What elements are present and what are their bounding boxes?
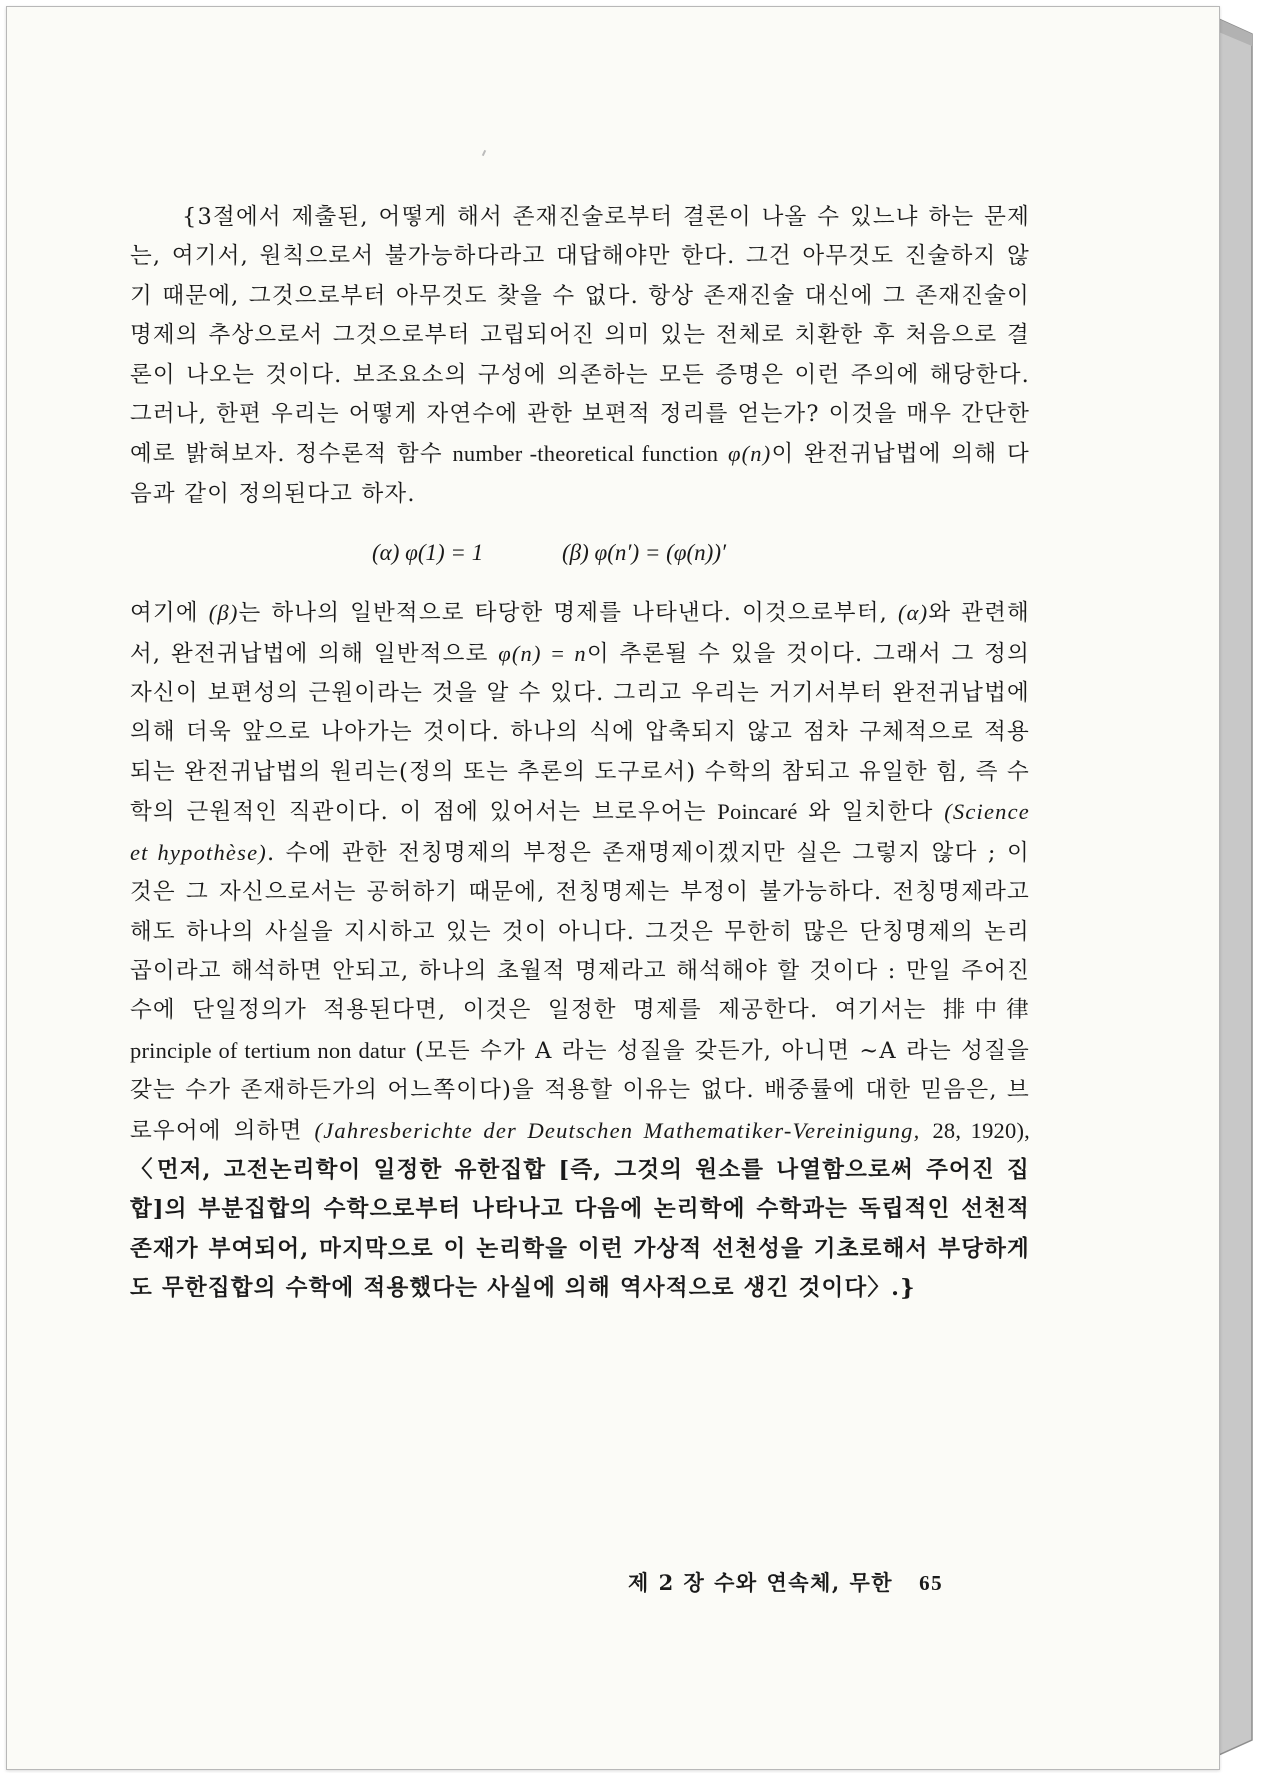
p2-e: 와 일치한다 bbox=[808, 799, 934, 826]
term-number-theoretical: number -theoretical function bbox=[452, 441, 719, 467]
running-footer bbox=[628, 1567, 943, 1597]
p2-reference: (Jahresberichte der Deutschen Mathematiker-Vereinigung, bbox=[314, 1117, 921, 1143]
p2-beta: (β) bbox=[208, 600, 239, 626]
p2-poincare: Poincaré bbox=[717, 799, 798, 825]
p2-d: 이 추론될 수 있을 것이다. 그래서 그 정의 자신이 보편성의 근원이라는 것을 알 수 있다. 그리고 우리는 거기서부터 완전귀납법에 의해 더욱 앞으로 나아가는 것이다. 하나의 식에 압축되지 않고 점차 구체적으로 적용되는 완전귀납법의 원리는(정의 또는 추론의 도구로서) 수학의 참되고 유일한 힘, 즉 수학의 근원적인 직관이다. 이 점에 있어서는 브로우어는 bbox=[130, 640, 1031, 826]
paragraph-1-text: {3절에서 제출된, 어떻게 해서 존재진술로부터 결론이 나올 수 있느냐 하는 문제는, 여기서, 원칙으로서 불가능하다라고 대답해야만 한다. 그건 아무것도 진술하지 않기 때문에, 그것으로부터 아무것도 찾을 수 없다. 항상 존재진술 대신에 그 존재진술이 명제의 추상으로서 그것으로부터 고립되어진 의미 있는 전체로 치환한 후 처음으로 결론이 나오는 것이다. 보조요소의 구성에 의존하는 모든 증명은 이런 주의에 해당한다. 그러나, 한편 우리는 어떻게 자연수에 관한 보편적 정리를 얻는가? 이것을 매우 간단한 예로 밝혀보자. 정수론적 함수 bbox=[130, 204, 1030, 468]
formula-beta: (β) φ(n′) = (φ(n))′ bbox=[562, 540, 727, 566]
p2-science-title: (Science et hypothèse) bbox=[130, 799, 1030, 865]
p2-f: . 수에 관한 전칭명제의 부정은 존재명제이겠지만 실은 그렇지 않다 ; 이것은 그 자신으로서는 공허하기 때문에, 전칭명제는 부정이 불가능하다. 전칭명제라고 해도 하나의 사실을 지시하고 있는 것이 아니다. 그것은 무한히 많은 단칭명제의 논리곱이라고 해석하면 안되고, 하나의 초월적 명제라고 해석해야 할 것이다 : 만일 주어진 수에 단일정의가 적용된다면, 이것은 일정한 명제를 제공한다. 여기서는 bbox=[130, 839, 1030, 1024]
p2-g: (모든 수가 A 라는 성질을 갖든가, 아니면 ~A 라는 성질을 갖는 수가 존재하든가의 어느쪽이다)을 적용할 이유는 없다. 배중률에 대한 믿음은, 브로우어에 의하면 bbox=[130, 1037, 1030, 1144]
p2-h: 〈먼저, 고전논리학이 일정한 유한집합 [즉, 그것의 원소를 나열함으로써 주어진 집합]의 부분집합의 수학으로부터 나타나고 다음에 논리학에 수학과는 독립적인 선천적 존재가 부여되어, 마지막으로 이 논리학을 이런 가상적 선천성을 기초로해서 부당하게도 무한집합의 수학에 적용했다는 사실에 의해 역사적으로 생긴 것이다〉.} bbox=[130, 1156, 1030, 1302]
p2-a: 여기에 bbox=[130, 600, 199, 627]
definition-formula bbox=[130, 533, 1030, 572]
p2-c: 와 관련해서, 완전귀납법에 의해 일반적으로 bbox=[130, 600, 1030, 667]
paragraph-1 bbox=[130, 198, 1030, 514]
p2-b: 는 하나의 일반적으로 타당한 명제를 나타낸다. 이것으로부터, bbox=[238, 600, 889, 627]
phi-n: φ(n) bbox=[727, 441, 772, 467]
formula-alpha: (α) φ(1) = 1 bbox=[372, 540, 484, 566]
page-body bbox=[130, 198, 1030, 1309]
p2-latin: principle of tertium non datur bbox=[130, 1037, 406, 1063]
footer-chapter: 제 2 장 수와 연속체, 무한 bbox=[628, 1570, 894, 1595]
page-number: 65 bbox=[919, 1571, 944, 1595]
paragraph-2 bbox=[130, 593, 1030, 1308]
p2-hanja: 排中律 bbox=[942, 997, 1030, 1024]
p2-alpha: (α) bbox=[897, 600, 929, 626]
p2-equation: φ(n) = n bbox=[498, 640, 587, 666]
p2-reference-number: 28, 1920), bbox=[932, 1117, 1030, 1143]
paragraph-1-end: 이 완전귀납법에 의해 다음과 같이 정의된다고 하자. bbox=[130, 441, 1030, 507]
